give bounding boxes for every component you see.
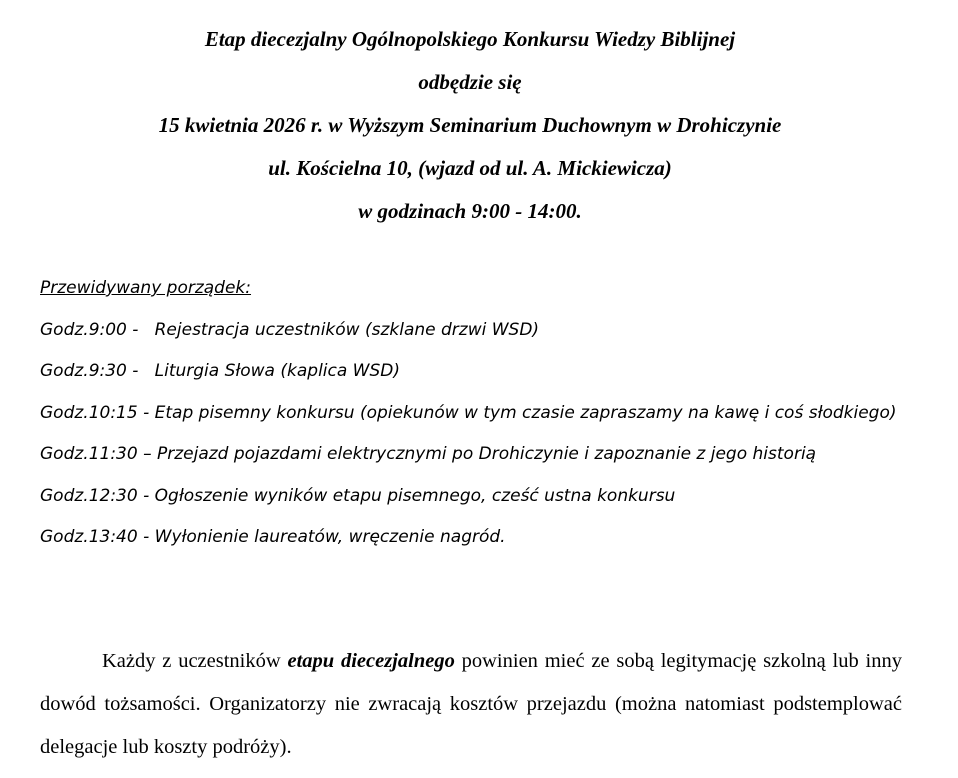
- schedule-item: [40, 393, 902, 435]
- schedule-item: [40, 310, 902, 352]
- schedule-item: [40, 476, 902, 518]
- notice-emphasis: etapu diecezjalnego: [287, 650, 455, 672]
- schedule-section: [40, 268, 902, 559]
- schedule-item-time: Godz.10:15 -: [40, 402, 150, 423]
- notice-text-rest: powinien mieć ze sobą legitymację szkolną lub inny dowód tożsamości. Organizatorzy nie zwracają kosztów przejazdu (można natomiast podstemplować delegacje lub koszty podróży).: [40, 650, 902, 758]
- schedule-item-time: Godz.9:00 -: [40, 319, 139, 340]
- header-address: ul. Kościelna 10, (wjazd od ul. A. Mickiewicza): [268, 156, 672, 180]
- schedule-item-text: Liturgia Słowa (kaplica WSD): [154, 361, 401, 381]
- participant-notice: [40, 640, 902, 769]
- header-line-2: odbędzie się: [418, 70, 522, 94]
- schedule-item-text: Etap pisemny konkursu (opiekunów w tym czasie zapraszamy na kawę i coś słodkiego): [154, 402, 897, 423]
- schedule-item-text: Ogłoszenie wyników etapu pisemnego, cześć ustna konkursu: [154, 485, 676, 506]
- announcement-header: [40, 18, 900, 233]
- schedule-item-text: Wyłonienie laureatów, wręczenie nagród.: [154, 527, 506, 547]
- schedule-item-text: Przejazd pojazdami elektrycznymi po Drohiczynie i zapoznanie z jego historią: [157, 444, 817, 464]
- notice-text-start: Każdy z uczestników: [102, 650, 281, 672]
- schedule-item-time: Godz.11:30 –: [40, 444, 152, 464]
- schedule-heading: Przewidywany porządek:: [40, 278, 252, 298]
- header-hours: w godzinach 9:00 - 14:00.: [358, 199, 582, 223]
- schedule-item-time: Godz.12:30 -: [40, 485, 150, 506]
- schedule-item: [40, 517, 902, 559]
- schedule-item-time: Godz.13:40 -: [40, 527, 150, 547]
- schedule-item-text: Rejestracja uczestników (szklane drzwi WSD): [154, 319, 540, 340]
- schedule-item: [40, 434, 902, 476]
- header-date-venue: 15 kwietnia 2026 r. w Wyższym Seminarium Duchownym w Drohiczynie: [158, 113, 782, 137]
- header-title: Etap diecezjalny Ogólnopolskiego Konkursu Wiedzy Biblijnej: [204, 27, 736, 51]
- schedule-item-time: Godz.9:30 -: [40, 361, 139, 381]
- schedule-item: [40, 351, 902, 393]
